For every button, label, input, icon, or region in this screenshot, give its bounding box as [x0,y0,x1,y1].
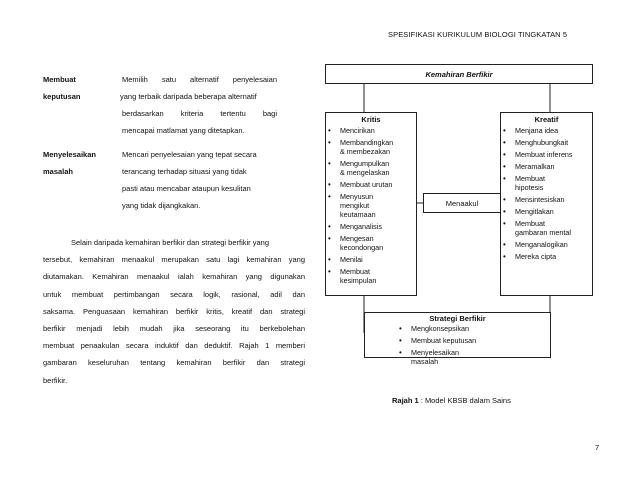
def-membuat-keputusan: Memilih satu alternatif penyelesaian yang terbaik daripada beberapa alternatif berdasarkan kriteria tertentu bagi mencapai matlamat yang ditetapkan. [120,75,277,135]
kreatif-box [500,112,593,296]
kreatif-item: • Menjana idea [501,126,592,135]
kreatif-item: • Meramalkan [501,162,592,171]
running-header: SPESIFIKASI KURIKULUM BIOLOGI TINGKATAN 5 [388,30,568,39]
kreatif-item: • Membuat gambaran mental [501,219,592,237]
kemahiran-berfikir-label: Kemahiran Berfikir [425,70,493,79]
kritis-box [325,112,417,296]
kritis-item: • Menilai [326,255,416,264]
strategi-list [397,324,550,366]
term-membuat-keputusan: Membuat keputusan [43,75,81,101]
kreatif-item: • Membuat hipotesis [501,174,592,192]
strategi-title: Strategi Berfikir [429,314,486,323]
kreatif-title: Kreatif [534,115,559,124]
kemahiran-berfikir-box [325,64,593,84]
body-paragraph: Selain daripada kemahiran berfikir dan strategi berfikir yang tersebut, kemahiran menaakul merupakan satu lagi kemahiran yang diutamakan. Kemahiran menaakul ialah kemahiran yang digunakan untuk membuat pertimbangan secara logik, rasional, adil dan saksama. Penguasaan kemahiran berfikir kritis, kreatif dan strategi berfikir menjadi lebih mudah jika seseorang itu berkebolehan membuat penaakulan secara induktif dan deduktif. Rajah 1 memberi gambaran keseluruhan tentang kemahiran berfikir dan strategi berfikir. [43,238,305,385]
strategi-item: • Membuat keputusan [397,336,550,345]
kritis-title: Kritis [361,115,381,124]
page-number: 7 [595,443,600,452]
kritis-item: • Membuat kesimpulan [326,267,416,285]
caption-label: Rajah 1 [392,396,419,405]
menaakul-box [423,193,501,213]
kreatif-item: • Membuat inferens [501,150,592,159]
kritis-item: • Menyusun mengikut keutamaan [326,192,416,219]
strategi-berfikir-box [364,312,551,366]
kritis-list [326,126,416,285]
def-menyelesaikan-masalah: Mencari penyelesaian yang tepat secara terancang terhadap situasi yang tidak pasti atau mencabar ataupun kesulitan yang tidak dijangkakan. [122,150,257,210]
menaakul-label: Menaakul [445,199,479,208]
term-menyelesaikan-masalah: Menyelesaikan masalah [43,150,96,176]
kreatif-item: • Mereka cipta [501,252,592,261]
kritis-item: • Membuat urutan [326,180,416,189]
kritis-item: • Mengesan kecondongan [326,234,416,252]
kritis-item: • Mencirikan [326,126,416,135]
kreatif-item: • Mengitlakan [501,207,592,216]
kritis-item: • Mengumpulkan & mengelaskan [326,159,416,177]
strategi-item: • Mengkonsepsikan [397,324,550,333]
figure-caption [392,396,511,405]
strategi-item: • Menyelesaikan masalah [397,348,550,366]
kritis-item: • Membandingkan & membezakan [326,138,416,156]
kreatif-list [501,126,592,261]
caption-text: : Model KBSB dalam Sains [418,396,511,405]
kreatif-item: • Mensintesiskan [501,195,592,204]
kreatif-item: • Menganalogikan [501,240,592,249]
kreatif-item: • Menghubungkait [501,138,592,147]
kritis-item: • Menganalisis [326,222,416,231]
